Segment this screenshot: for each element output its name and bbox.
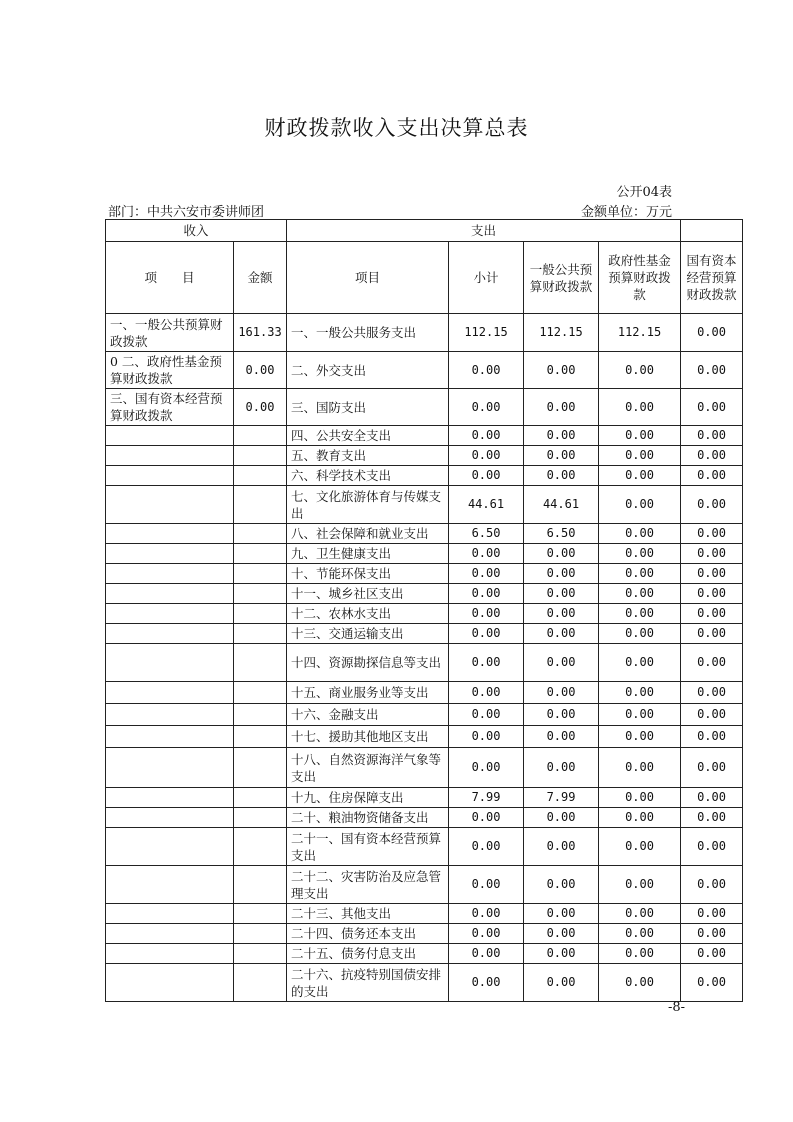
income-item-cell xyxy=(106,788,234,808)
income-amount-cell xyxy=(234,446,287,466)
table-body xyxy=(106,314,743,1002)
subtotal-cell: 0.00 xyxy=(449,866,524,904)
income-item-cell xyxy=(106,682,234,704)
income-item-cell xyxy=(106,466,234,486)
table-row xyxy=(106,644,743,682)
state-capital-cell: 0.00 xyxy=(681,788,743,808)
fund-budget-cell: 0.00 xyxy=(599,352,681,389)
table-row xyxy=(106,704,743,726)
income-amount-cell xyxy=(234,604,287,624)
general-budget-cell: 0.00 xyxy=(524,866,599,904)
expense-item-cell: 二十四、债务还本支出 xyxy=(287,924,449,944)
table-row xyxy=(106,944,743,964)
income-amount-cell xyxy=(234,564,287,584)
income-header: 收入 xyxy=(106,220,287,242)
state-capital-cell: 0.00 xyxy=(681,486,743,524)
state-capital-cell: 0.00 xyxy=(681,866,743,904)
general-budget-cell: 0.00 xyxy=(524,828,599,866)
fund-budget-header: 政府性基金预算财政拨款 xyxy=(599,242,681,314)
expense-item-cell: 十六、金融支出 xyxy=(287,704,449,726)
income-amount-cell: 161.33 xyxy=(234,314,287,352)
table-row xyxy=(106,866,743,904)
general-budget-cell: 0.00 xyxy=(524,624,599,644)
state-capital-cell: 0.00 xyxy=(681,682,743,704)
table-row xyxy=(106,524,743,544)
fund-budget-cell: 0.00 xyxy=(599,808,681,828)
general-budget-cell: 0.00 xyxy=(524,726,599,748)
fund-budget-cell: 0.00 xyxy=(599,682,681,704)
table-row xyxy=(106,564,743,584)
income-item-cell xyxy=(106,748,234,788)
general-budget-cell: 0.00 xyxy=(524,964,599,1002)
table-row xyxy=(106,748,743,788)
income-amount-cell xyxy=(234,788,287,808)
general-budget-cell: 0.00 xyxy=(524,644,599,682)
expense-item-cell: 十三、交通运输支出 xyxy=(287,624,449,644)
expense-item-cell: 九、卫生健康支出 xyxy=(287,544,449,564)
income-item-cell xyxy=(106,604,234,624)
expense-item-cell: 六、科学技术支出 xyxy=(287,466,449,486)
expense-header: 支出 xyxy=(287,220,681,242)
income-amount-cell xyxy=(234,644,287,682)
state-capital-cell: 0.00 xyxy=(681,624,743,644)
subtotal-cell: 0.00 xyxy=(449,466,524,486)
income-amount-cell xyxy=(234,866,287,904)
income-item-cell xyxy=(106,544,234,564)
fund-budget-cell: 0.00 xyxy=(599,524,681,544)
subtotal-cell: 0.00 xyxy=(449,924,524,944)
fund-budget-cell: 0.00 xyxy=(599,904,681,924)
budget-table xyxy=(105,219,743,1002)
table-row xyxy=(106,389,743,426)
general-budget-cell: 0.00 xyxy=(524,704,599,726)
table-row xyxy=(106,904,743,924)
table-row xyxy=(106,828,743,866)
income-item-cell xyxy=(106,904,234,924)
income-item-cell xyxy=(106,426,234,446)
income-amount-cell xyxy=(234,466,287,486)
general-budget-cell: 0.00 xyxy=(524,904,599,924)
expense-item-cell: 五、教育支出 xyxy=(287,446,449,466)
subtotal-header: 小计 xyxy=(449,242,524,314)
general-budget-cell: 0.00 xyxy=(524,466,599,486)
state-capital-cell: 0.00 xyxy=(681,426,743,446)
fund-budget-cell: 0.00 xyxy=(599,748,681,788)
expense-item-cell: 二十五、债务付息支出 xyxy=(287,944,449,964)
income-item-cell xyxy=(106,808,234,828)
income-amount-cell xyxy=(234,624,287,644)
state-capital-cell: 0.00 xyxy=(681,446,743,466)
income-item-cell xyxy=(106,944,234,964)
fund-budget-cell: 0.00 xyxy=(599,426,681,446)
table-row xyxy=(106,726,743,748)
state-capital-cell: 0.00 xyxy=(681,726,743,748)
table-row xyxy=(106,314,743,352)
state-capital-cell: 0.00 xyxy=(681,352,743,389)
fund-budget-cell: 0.00 xyxy=(599,726,681,748)
state-capital-cell: 0.00 xyxy=(681,944,743,964)
state-capital-cell: 0.00 xyxy=(681,314,743,352)
expense-item-cell: 二、外交支出 xyxy=(287,352,449,389)
fund-budget-cell: 0.00 xyxy=(599,644,681,682)
subtotal-cell: 0.00 xyxy=(449,808,524,828)
income-amount-cell xyxy=(234,944,287,964)
income-amount-cell xyxy=(234,486,287,524)
fund-budget-cell: 0.00 xyxy=(599,924,681,944)
fund-budget-cell: 0.00 xyxy=(599,788,681,808)
subtotal-cell: 112.15 xyxy=(449,314,524,352)
income-item-cell: 0 二、政府性基金预算财政拨款 xyxy=(106,352,234,389)
page-number: -8- xyxy=(667,1000,685,1015)
income-item-cell xyxy=(106,704,234,726)
general-budget-cell: 112.15 xyxy=(524,314,599,352)
income-amount-cell xyxy=(234,924,287,944)
table-row xyxy=(106,682,743,704)
income-item-cell xyxy=(106,726,234,748)
general-budget-cell: 0.00 xyxy=(524,682,599,704)
income-amount-cell: 0.00 xyxy=(234,352,287,389)
fund-budget-cell: 0.00 xyxy=(599,604,681,624)
subtotal-cell: 0.00 xyxy=(449,704,524,726)
fund-budget-cell: 0.00 xyxy=(599,564,681,584)
subtotal-cell: 0.00 xyxy=(449,584,524,604)
table-row xyxy=(106,964,743,1002)
fund-budget-cell: 0.00 xyxy=(599,446,681,466)
general-budget-cell: 7.99 xyxy=(524,788,599,808)
expense-item-cell: 一、一般公共服务支出 xyxy=(287,314,449,352)
table-row xyxy=(106,624,743,644)
state-capital-cell: 0.00 xyxy=(681,466,743,486)
subtotal-cell: 0.00 xyxy=(449,828,524,866)
expense-item-cell: 十一、城乡社区支出 xyxy=(287,584,449,604)
general-budget-cell: 6.50 xyxy=(524,524,599,544)
income-item-cell xyxy=(106,564,234,584)
income-item-cell xyxy=(106,584,234,604)
general-budget-cell: 0.00 xyxy=(524,564,599,584)
income-item-header: 项 目 xyxy=(106,242,234,314)
subtotal-cell: 0.00 xyxy=(449,726,524,748)
expense-item-cell: 十七、援助其他地区支出 xyxy=(287,726,449,748)
expense-item-cell: 八、社会保障和就业支出 xyxy=(287,524,449,544)
general-budget-cell: 0.00 xyxy=(524,808,599,828)
fund-budget-cell: 0.00 xyxy=(599,828,681,866)
state-capital-header: 国有资本经营预算财政拨款 xyxy=(681,242,743,314)
unit-label: 金额单位：万元 xyxy=(580,205,672,220)
fund-budget-cell: 0.00 xyxy=(599,389,681,426)
subtotal-cell: 0.00 xyxy=(449,604,524,624)
expense-item-cell: 十四、资源勘探信息等支出 xyxy=(287,644,449,682)
income-item-cell xyxy=(106,446,234,466)
general-budget-cell: 0.00 xyxy=(524,544,599,564)
state-capital-cell: 0.00 xyxy=(681,924,743,944)
general-budget-cell: 0.00 xyxy=(524,389,599,426)
general-budget-cell: 0.00 xyxy=(524,446,599,466)
table-row xyxy=(106,924,743,944)
state-capital-cell: 0.00 xyxy=(681,904,743,924)
subtotal-cell: 0.00 xyxy=(449,748,524,788)
expense-item-cell: 十九、住房保障支出 xyxy=(287,788,449,808)
state-capital-cell: 0.00 xyxy=(681,544,743,564)
income-amount-cell xyxy=(234,726,287,748)
income-amount-cell xyxy=(234,704,287,726)
table-row xyxy=(106,466,743,486)
income-amount-cell xyxy=(234,426,287,446)
subtotal-cell: 0.00 xyxy=(449,964,524,1002)
fund-budget-cell: 0.00 xyxy=(599,944,681,964)
general-budget-cell: 0.00 xyxy=(524,944,599,964)
table-row xyxy=(106,426,743,446)
fund-budget-cell: 0.00 xyxy=(599,486,681,524)
state-capital-cell: 0.00 xyxy=(681,644,743,682)
state-capital-cell: 0.00 xyxy=(681,584,743,604)
subtotal-cell: 7.99 xyxy=(449,788,524,808)
income-item-cell: 一、一般公共预算财政拨款 xyxy=(106,314,234,352)
expense-item-cell: 十八、自然资源海洋气象等支出 xyxy=(287,748,449,788)
table-row xyxy=(106,604,743,624)
income-amount-cell xyxy=(234,828,287,866)
expense-item-cell: 二十三、其他支出 xyxy=(287,904,449,924)
income-item-cell xyxy=(106,866,234,904)
fund-budget-cell: 0.00 xyxy=(599,466,681,486)
fund-budget-cell: 0.00 xyxy=(599,624,681,644)
page-title: 财政拨款收入支出决算总表 xyxy=(264,116,529,140)
expense-item-cell: 二十、粮油物资储备支出 xyxy=(287,808,449,828)
table-row xyxy=(106,352,743,389)
expense-item-cell: 三、国防支出 xyxy=(287,389,449,426)
state-capital-cell: 0.00 xyxy=(681,828,743,866)
expense-item-cell: 二十二、灾害防治及应急管理支出 xyxy=(287,866,449,904)
expense-item-cell: 十五、商业服务业等支出 xyxy=(287,682,449,704)
expense-item-cell: 四、公共安全支出 xyxy=(287,426,449,446)
income-amount-cell xyxy=(234,748,287,788)
fund-budget-cell: 0.00 xyxy=(599,584,681,604)
fund-budget-cell: 112.15 xyxy=(599,314,681,352)
subtotal-cell: 6.50 xyxy=(449,524,524,544)
state-capital-cell: 0.00 xyxy=(681,564,743,584)
form-number: 公开04表 xyxy=(616,185,672,200)
fund-budget-cell: 0.00 xyxy=(599,544,681,564)
general-budget-cell: 0.00 xyxy=(524,748,599,788)
income-amount-cell: 0.00 xyxy=(234,389,287,426)
department-label: 部门：中共六安市委讲师团 xyxy=(108,205,265,220)
income-amount-cell xyxy=(234,964,287,1002)
expense-item-cell: 七、文化旅游体育与传媒支出 xyxy=(287,486,449,524)
expense-item-cell: 二十六、抗疫特别国债安排的支出 xyxy=(287,964,449,1002)
income-amount-header: 金额 xyxy=(234,242,287,314)
state-capital-cell: 0.00 xyxy=(681,808,743,828)
subtotal-cell: 0.00 xyxy=(449,904,524,924)
table-row xyxy=(106,544,743,564)
general-budget-cell: 0.00 xyxy=(524,426,599,446)
table-row xyxy=(106,446,743,466)
income-item-cell xyxy=(106,486,234,524)
subtotal-cell: 0.00 xyxy=(449,352,524,389)
expense-item-cell: 二十一、国有资本经营预算支出 xyxy=(287,828,449,866)
subtotal-cell: 0.00 xyxy=(449,446,524,466)
state-capital-cell: 0.00 xyxy=(681,524,743,544)
general-budget-header: 一般公共预算财政拨款 xyxy=(524,242,599,314)
table-row xyxy=(106,584,743,604)
subtotal-cell: 0.00 xyxy=(449,624,524,644)
state-capital-cell: 0.00 xyxy=(681,964,743,1002)
general-budget-cell: 44.61 xyxy=(524,486,599,524)
state-capital-cell: 0.00 xyxy=(681,389,743,426)
income-amount-cell xyxy=(234,682,287,704)
state-capital-cell: 0.00 xyxy=(681,748,743,788)
income-item-cell xyxy=(106,644,234,682)
expense-item-header: 项目 xyxy=(287,242,449,314)
income-amount-cell xyxy=(234,544,287,564)
state-capital-cell: 0.00 xyxy=(681,604,743,624)
income-item-cell: 三、国有资本经营预算财政拨款 xyxy=(106,389,234,426)
expense-item-cell: 十、节能环保支出 xyxy=(287,564,449,584)
table-row xyxy=(106,486,743,524)
general-budget-cell: 0.00 xyxy=(524,352,599,389)
subtotal-cell: 44.61 xyxy=(449,486,524,524)
subtotal-cell: 0.00 xyxy=(449,682,524,704)
subtotal-cell: 0.00 xyxy=(449,644,524,682)
income-amount-cell xyxy=(234,904,287,924)
subtotal-cell: 0.00 xyxy=(449,944,524,964)
income-amount-cell xyxy=(234,584,287,604)
general-budget-cell: 0.00 xyxy=(524,604,599,624)
income-item-cell xyxy=(106,828,234,866)
subtotal-cell: 0.00 xyxy=(449,564,524,584)
income-item-cell xyxy=(106,524,234,544)
fund-budget-cell: 0.00 xyxy=(599,704,681,726)
general-budget-cell: 0.00 xyxy=(524,584,599,604)
subtotal-cell: 0.00 xyxy=(449,426,524,446)
general-budget-cell: 0.00 xyxy=(524,924,599,944)
fund-budget-cell: 0.00 xyxy=(599,964,681,1002)
subtotal-cell: 0.00 xyxy=(449,389,524,426)
table-row xyxy=(106,808,743,828)
table-row xyxy=(106,788,743,808)
income-item-cell xyxy=(106,624,234,644)
expense-item-cell: 十二、农林水支出 xyxy=(287,604,449,624)
blank-header xyxy=(681,220,743,242)
income-item-cell xyxy=(106,964,234,1002)
subtotal-cell: 0.00 xyxy=(449,544,524,564)
income-amount-cell xyxy=(234,524,287,544)
fund-budget-cell: 0.00 xyxy=(599,866,681,904)
state-capital-cell: 0.00 xyxy=(681,704,743,726)
income-item-cell xyxy=(106,924,234,944)
income-amount-cell xyxy=(234,808,287,828)
